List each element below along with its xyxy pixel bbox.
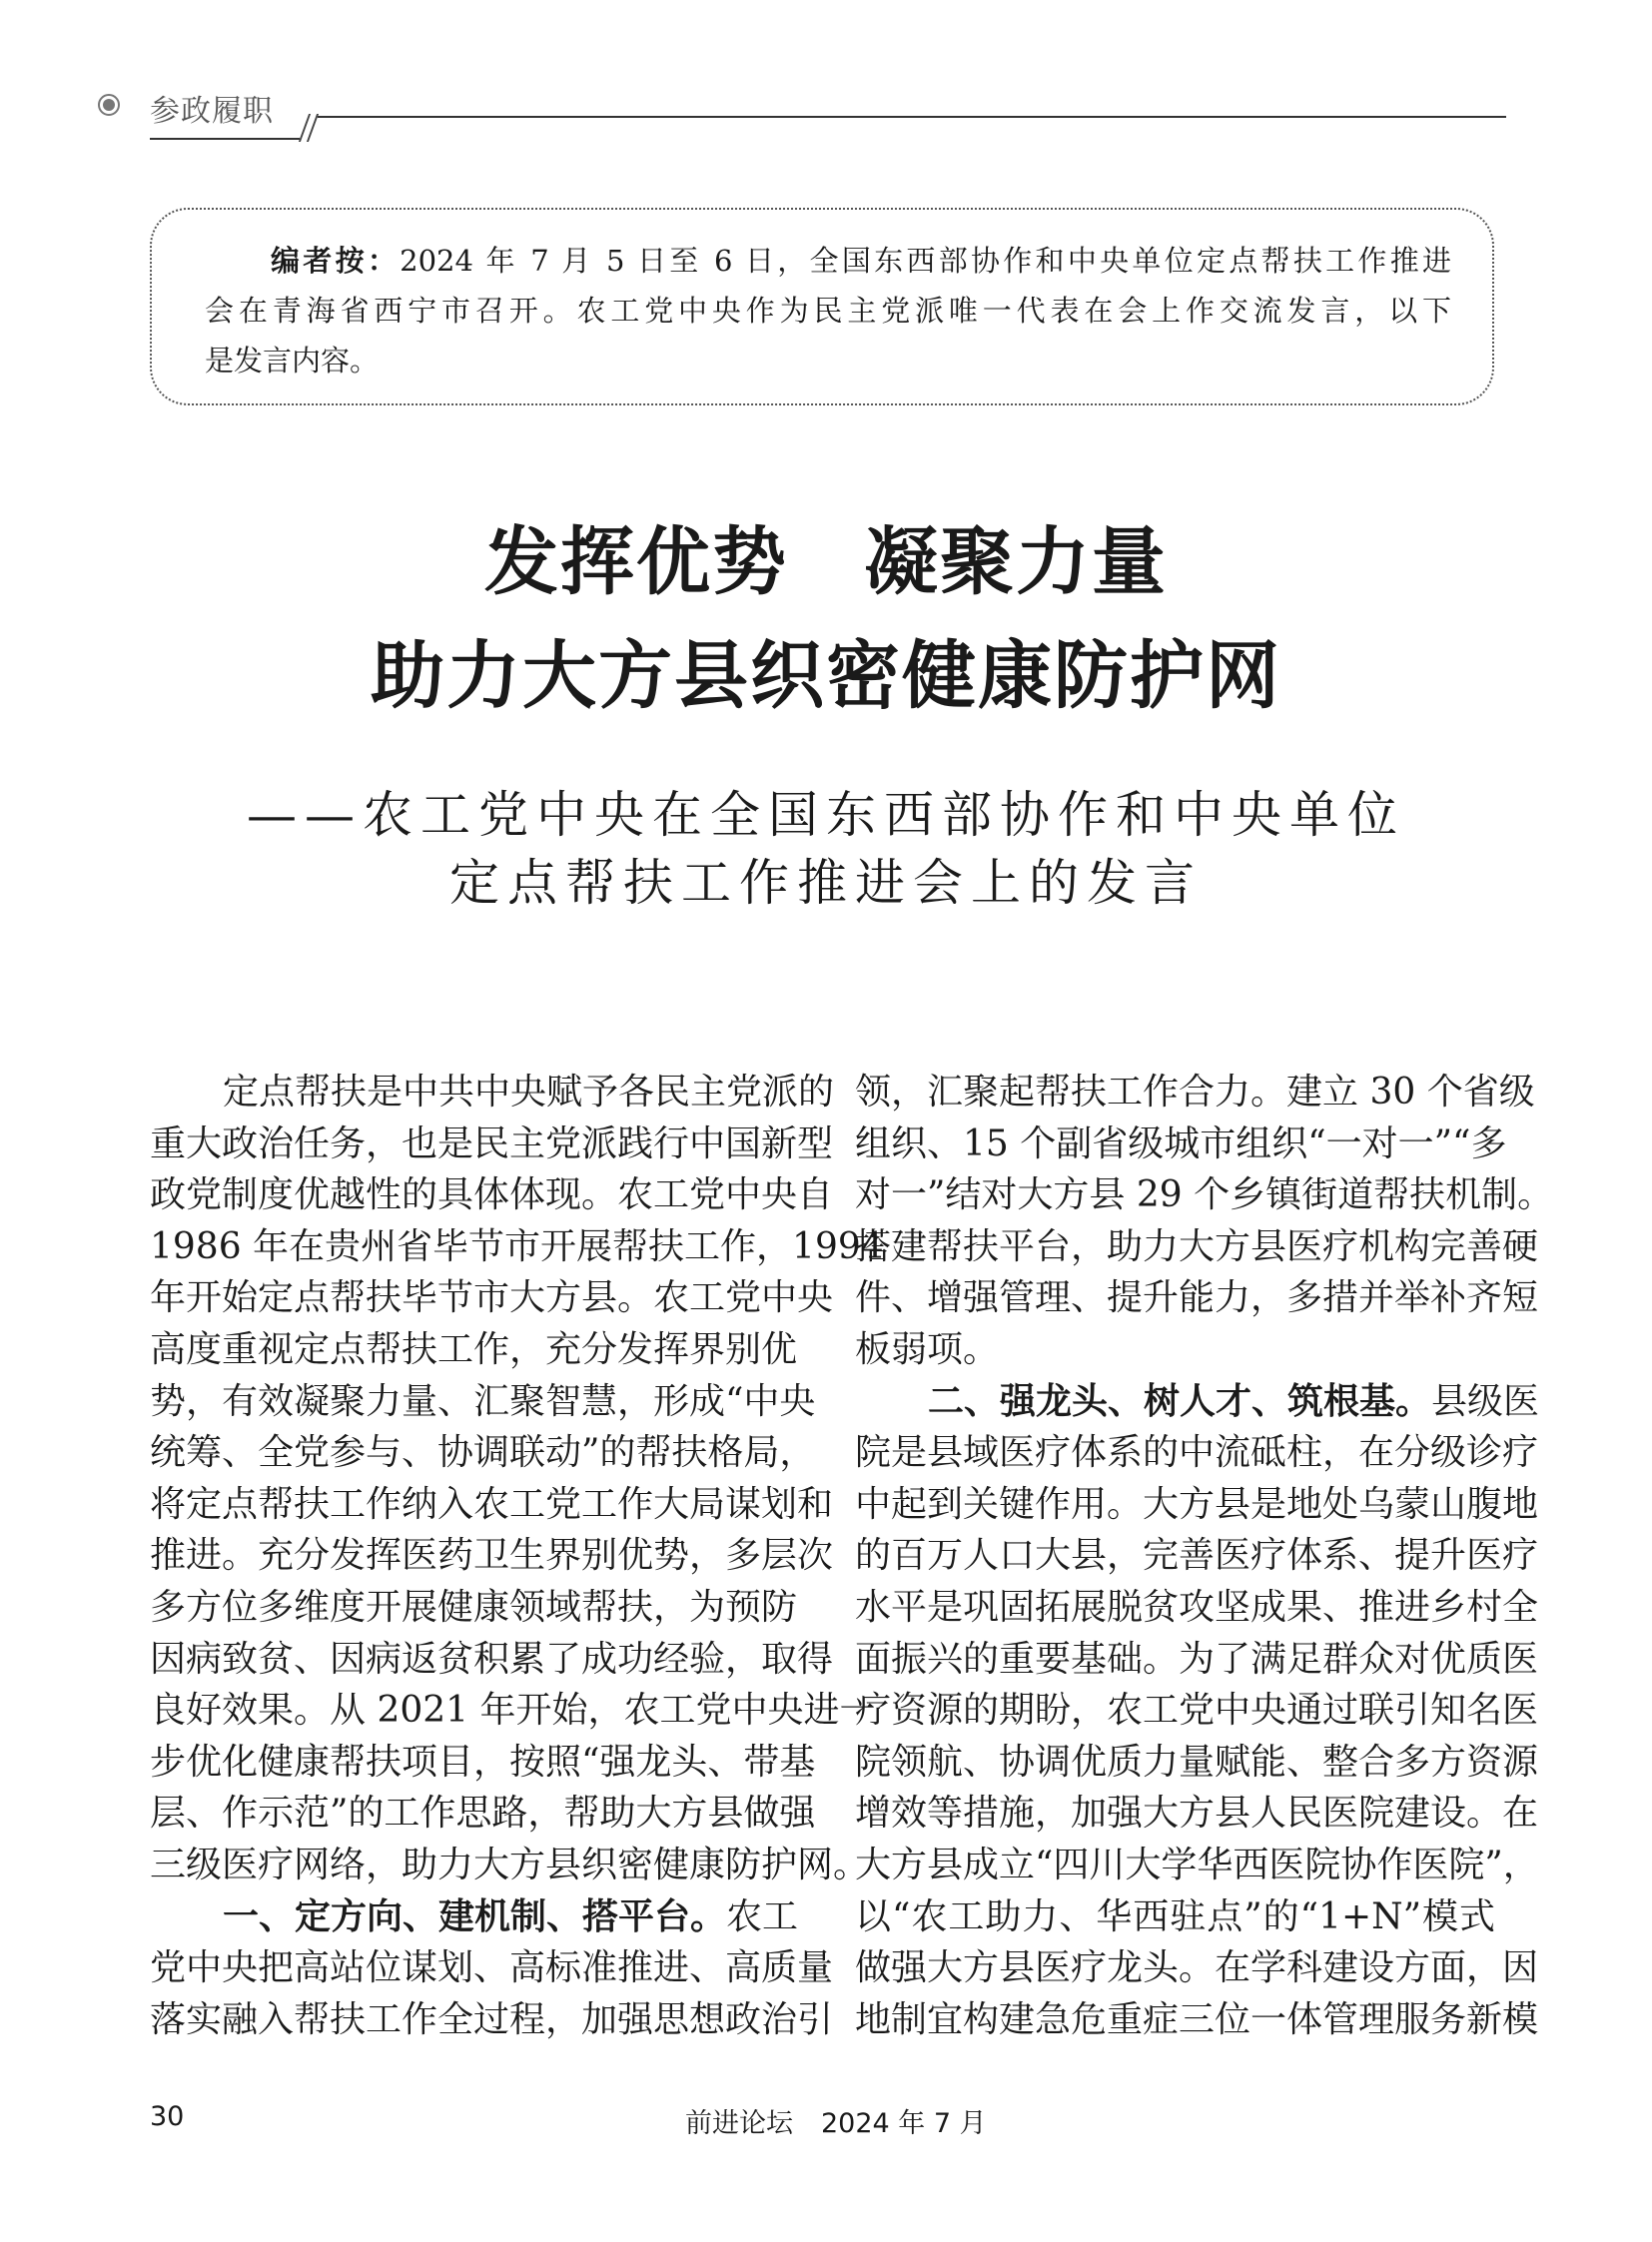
body-column-left <box>150 1067 884 2045</box>
body-text-line <box>150 1530 834 1582</box>
body-text-line <box>855 1994 1539 2046</box>
body-text-line <box>855 1169 1554 1221</box>
body-text-line <box>855 1788 1539 1840</box>
body-text-line <box>855 1221 1539 1273</box>
body-text: 板弱项。 <box>855 1328 1000 1370</box>
editor-note-line: 是发言内容。 <box>205 344 380 377</box>
article-title-line-2: 助力大方县织密健康防护网 <box>371 633 1281 719</box>
body-text: 1986 年在贵州省毕节市开展帮扶工作，1994 <box>150 1225 884 1267</box>
body-text: 年开始定点帮扶毕节市大方县。农工党中央 <box>150 1277 834 1319</box>
body-text: 院是县域医疗体系的中流砥柱，在分级诊疗 <box>855 1432 1539 1474</box>
section-heading: 二、强龙头、树人才、筑根基。 <box>928 1380 1432 1422</box>
body-text: 以“农工助力、华西驻点”的“1+N”模式 <box>855 1895 1495 1937</box>
body-text: 县级医 <box>1431 1380 1540 1422</box>
body-text-line <box>150 1685 876 1737</box>
article-title-line-1: 发挥优势 凝聚力量 <box>484 519 1168 605</box>
body-text: 疗资源的期盼，农工党中央通过联引知名医 <box>855 1690 1539 1732</box>
body-text: 件、增强管理、提升能力，多措并举补齐短 <box>855 1277 1539 1319</box>
body-text: 做强大方县医疗龙头。在学科建设方面，因 <box>855 1947 1539 1989</box>
body-text: 势，有效凝聚力量、汇聚智慧，形成“中央 <box>150 1380 816 1422</box>
body-text: 推进。充分发挥医药卫生界别优势，多层次 <box>150 1535 834 1577</box>
body-text-line <box>150 1324 798 1376</box>
body-text: 层、作示范”的工作思路，帮助大方县做强 <box>150 1793 816 1835</box>
body-text-line <box>855 1840 1539 1891</box>
journal-name: 前进论坛 <box>685 2108 793 2139</box>
body-text-line <box>150 1891 799 1943</box>
body-text-line <box>855 1479 1539 1531</box>
body-text: 定点帮扶是中共中央赋予各民主党派的 <box>223 1072 835 1113</box>
body-text-line <box>855 1376 1540 1428</box>
page-number: 30 <box>150 2101 185 2132</box>
body-text: 将定点帮扶工作纳入农工党工作大局谋划和 <box>150 1483 834 1525</box>
header-underline <box>150 138 300 140</box>
body-text: 统筹、全党参与、协调联动”的帮扶格局， <box>150 1432 816 1474</box>
body-text-line <box>150 1582 798 1634</box>
body-text-line <box>855 1582 1539 1634</box>
body-text-line <box>150 1840 870 1891</box>
body-text: 院领航、协调优质力量赋能、整合多方资源 <box>855 1741 1539 1783</box>
body-text-line <box>855 1685 1539 1737</box>
body-text-line <box>855 1067 1535 1119</box>
issue-date: 2024 年 7 月 <box>821 2108 987 2139</box>
editor-note-line: 会在青海省西宁市召开。农工党中央作为民主党派唯一代表在会上作交流发言，以下 <box>205 294 1451 328</box>
body-text: 组织、15 个副省级城市组织“一对一”“多 <box>855 1122 1507 1164</box>
body-text-line <box>855 1272 1539 1324</box>
body-text: 的百万人口大县，完善医疗体系、提升医疗 <box>855 1535 1539 1577</box>
header-rule <box>318 116 1506 118</box>
body-text: 多方位多维度开展健康领域帮扶，为预防 <box>150 1586 798 1628</box>
body-text-line <box>855 1530 1539 1582</box>
body-text-line <box>150 1272 834 1324</box>
body-text-line <box>150 1221 884 1273</box>
body-text-line <box>150 1942 834 1994</box>
section-heading: 一、定方向、建机制、搭平台。 <box>223 1895 727 1937</box>
body-text: 三级医疗网络，助力大方县织密健康防护网。 <box>150 1844 870 1885</box>
body-text: 农工 <box>726 1895 799 1937</box>
editor-note-line <box>205 241 1451 281</box>
body-text: 水平是巩固拓展脱贫攻坚成果、推进乡村全 <box>855 1586 1539 1628</box>
body-text: 领，汇聚起帮扶工作合力。建立 30 个省级 <box>855 1072 1535 1113</box>
body-text-line <box>150 1427 816 1479</box>
target-circle-icon <box>98 94 120 116</box>
body-column-right <box>855 1067 1554 2045</box>
body-text-line <box>150 1376 816 1428</box>
body-text: 良好效果。从 2021 年开始，农工党中央进一 <box>150 1690 876 1732</box>
body-text: 搭建帮扶平台，助力大方县医疗机构完善硬 <box>855 1225 1539 1267</box>
body-text-line <box>855 1737 1539 1789</box>
body-text-line <box>150 1788 816 1840</box>
body-text: 大方县成立“四川大学华西医院协作医院”， <box>855 1844 1539 1885</box>
body-text: 政党制度优越性的具体体现。农工党中央自 <box>150 1174 834 1216</box>
body-text: 增效等措施，加强大方县人民医院建设。在 <box>855 1793 1539 1835</box>
body-text: 重大政治任务，也是民主党派践行中国新型 <box>150 1122 834 1164</box>
body-text: 面振兴的重要基础。为了满足群众对优质医 <box>855 1638 1539 1680</box>
body-text-line <box>855 1634 1539 1686</box>
article-subtitle-line-1: ——农工党中央在全国东西部协作和中央单位 <box>247 786 1405 844</box>
body-text-line <box>855 1119 1507 1170</box>
body-text: 因病致贫、因病返贫积累了成功经验，取得 <box>150 1638 834 1680</box>
body-text: 对一”结对大方县 29 个乡镇街道帮扶机制。 <box>855 1174 1554 1216</box>
body-text: 中起到关键作用。大方县是地处乌蒙山腹地 <box>855 1483 1539 1525</box>
body-text: 步优化健康帮扶项目，按照“强龙头、带基 <box>150 1741 816 1783</box>
body-text-line <box>150 1169 834 1221</box>
editor-note-label: 编者按： <box>271 244 401 278</box>
article-subtitle-line-2: 定点帮扶工作推进会上的发言 <box>449 854 1203 912</box>
section-label: 参政履职 <box>150 94 274 129</box>
body-text-line <box>150 1737 816 1789</box>
body-text: 落实融入帮扶工作全过程，加强思想政治引 <box>150 1998 834 2040</box>
body-text-line <box>855 1324 1495 1376</box>
body-text-line <box>150 1634 834 1686</box>
body-text-line <box>150 1479 834 1531</box>
body-text-line <box>150 1994 834 2046</box>
body-text: 党中央把高站位谋划、高标准推进、高质量 <box>150 1947 834 1989</box>
body-text-line <box>855 1891 1495 1943</box>
body-text: 高度重视定点帮扶工作，充分发挥界别优 <box>150 1328 798 1370</box>
body-text: 地制宜构建急危重症三位一体管理服务新模 <box>855 1998 1539 2040</box>
body-text-line <box>855 1942 1539 1994</box>
body-text-line <box>150 1067 835 1119</box>
body-text-line <box>150 1119 834 1170</box>
body-text-line <box>855 1427 1539 1479</box>
editor-note-text: 2024 年 7 月 5 日至 6 日，全国东西部协作和中央单位定点帮扶工作推进 <box>400 244 1451 278</box>
